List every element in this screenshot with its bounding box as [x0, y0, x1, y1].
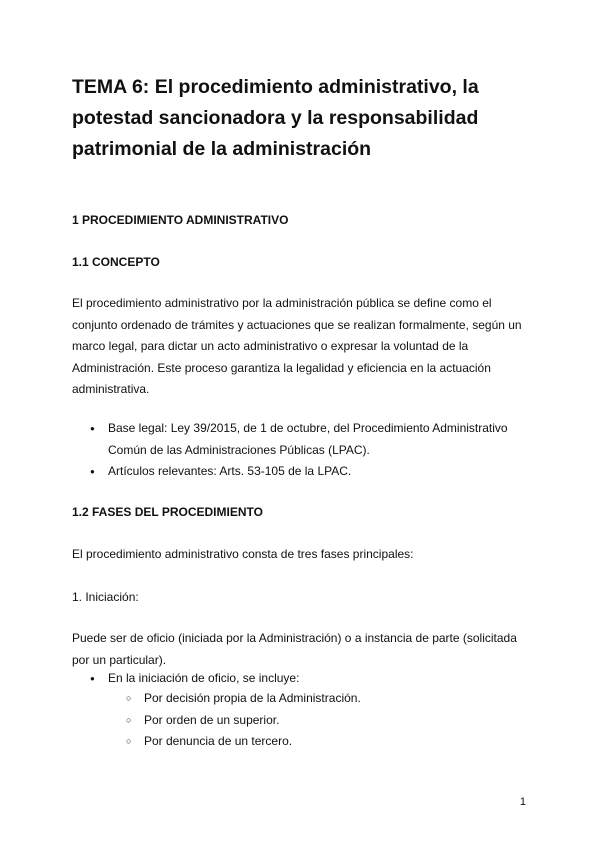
- section-heading-concepto: 1.1 CONCEPTO: [72, 255, 160, 269]
- section-heading-procedimiento: 1 PROCEDIMIENTO ADMINISTRATIVO: [72, 213, 289, 227]
- iniciacion-subbullet-list: [126, 688, 526, 753]
- iniciacion-bullet-list: [72, 668, 532, 690]
- list-item-decision-propia: ○ Por decisión propia de la Administración.: [126, 688, 526, 710]
- iniciacion-paragraph: Puede ser de oficio (iniciada por la Administración) o a instancia de parte (solicitada por un particular).: [72, 631, 517, 667]
- list-item-base-legal: ● Base legal: Ley 39/2015, de 1 de octubre, del Procedimiento Administrativo Común de las Administraciones Públicas (LPAC).: [72, 418, 532, 461]
- fases-intro-paragraph: El procedimiento administrativo consta de tres fases principales:: [72, 547, 414, 561]
- document-title: TEMA 6: El procedimiento administrativo, la potestad sancionadora y la responsabilidad patrimonial de la administración: [72, 76, 479, 160]
- section-heading-fases: 1.2 FASES DEL PROCEDIMIENTO: [72, 505, 263, 519]
- list-item-orden-superior: ○ Por orden de un superior.: [126, 710, 526, 732]
- list-item-iniciacion-oficio: ● En la iniciación de oficio, se incluye:: [72, 668, 532, 690]
- list-item-articulos: ● Artículos relevantes: Arts. 53-105 de la LPAC.: [72, 461, 532, 483]
- page-number: 1: [519, 796, 526, 808]
- list-item-denuncia-tercero: ○ Por denuncia de un tercero.: [126, 731, 526, 753]
- concepto-bullet-list: [72, 418, 532, 483]
- phase-iniciacion-label: 1. Iniciación:: [72, 590, 139, 604]
- concepto-paragraph: El procedimiento administrativo por la administración pública se define como el conjunto ordenado de trámites y actuaciones que se realizan formalmente, según un marco legal, para dictar un acto administrativo o expresar la voluntad de la Administración. Este proceso garantiza la legalidad y eficiencia en la actuación administrativa.: [72, 296, 522, 396]
